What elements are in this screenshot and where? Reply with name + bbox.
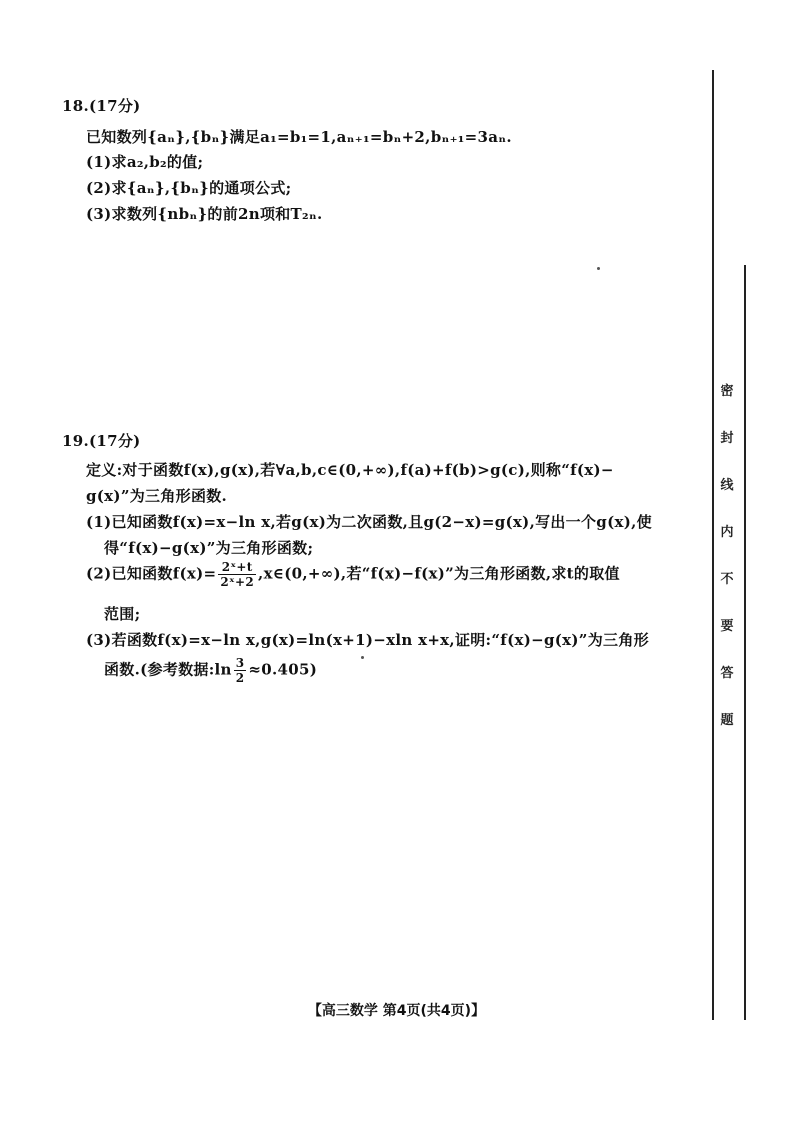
q19-header: 19.(17分) xyxy=(62,432,141,450)
fraction-denominator: 2 xyxy=(235,671,245,685)
binding-line-inner xyxy=(712,70,714,1020)
q18-header: 18.(17分) xyxy=(62,97,141,115)
q18-part3: (3)求数列{nbₙ}的前2n项和T₂ₙ. xyxy=(86,205,323,223)
binding-text-char: 不 xyxy=(720,572,734,587)
fraction-denominator: 2ˣ+2 xyxy=(220,575,255,589)
fraction-numerator: 3 xyxy=(235,656,245,670)
q18-part1: (1)求a₂,b₂的值; xyxy=(86,153,204,171)
q18-part2: (2)求{aₙ},{bₙ}的通项公式; xyxy=(86,179,292,197)
scan-speck xyxy=(597,267,600,270)
q19-part2-fraction xyxy=(218,560,256,589)
binding-text-char: 线 xyxy=(720,478,734,493)
binding-text-char: 内 xyxy=(720,525,734,540)
q19-part3-suffix: ≈0.405) xyxy=(248,660,318,679)
q19-part3-line1: (3)若函数f(x)=x−ln x,g(x)=ln(x+1)−xln x+x,证明:“f(x)−g(x)”为三角形 xyxy=(86,631,649,649)
q19-part2-line2: 范围; xyxy=(104,605,141,623)
q19-part3-fraction xyxy=(234,656,247,685)
q19-part2-prefix: (2)已知函数f(x)= xyxy=(86,564,217,583)
binding-text-char: 封 xyxy=(720,431,734,446)
q19-part3-prefix: 函数.(参考数据:ln xyxy=(104,660,232,679)
binding-line-outer xyxy=(744,265,746,1020)
q19-part1-line2: 得“f(x)−g(x)”为三角形函数; xyxy=(104,539,314,557)
page-footer: 【高三数学 第4页(共4页)】 xyxy=(307,1003,486,1019)
q19-definition-line1: 定义:对于函数f(x),g(x),若∀a,b,c∈(0,+∞),f(a)+f(b)>g(c),则称“f(x)− xyxy=(86,461,614,479)
q19-part3-line2 xyxy=(104,656,317,685)
q19-part1-line1: (1)已知函数f(x)=x−ln x,若g(x)为二次函数,且g(2−x)=g(x),写出一个g(x),使 xyxy=(86,513,652,531)
fraction-numerator: 2ˣ+t xyxy=(218,560,256,575)
binding-text-char: 答 xyxy=(720,666,734,681)
q19-part2-suffix: ,x∈(0,+∞),若“f(x)−f(x)”为三角形函数,求t的取值 xyxy=(258,564,620,583)
binding-text-char: 题 xyxy=(720,713,734,728)
binding-text-char: 密 xyxy=(720,384,734,399)
q18-stem: 已知数列{aₙ},{bₙ}满足a₁=b₁=1,aₙ₊₁=bₙ+2,bₙ₊₁=3aₙ. xyxy=(86,128,512,146)
q19-part2-line1 xyxy=(86,560,620,589)
scan-speck xyxy=(361,656,364,659)
binding-text-char: 要 xyxy=(720,619,734,634)
q19-definition-line2: g(x)”为三角形函数. xyxy=(86,487,228,505)
